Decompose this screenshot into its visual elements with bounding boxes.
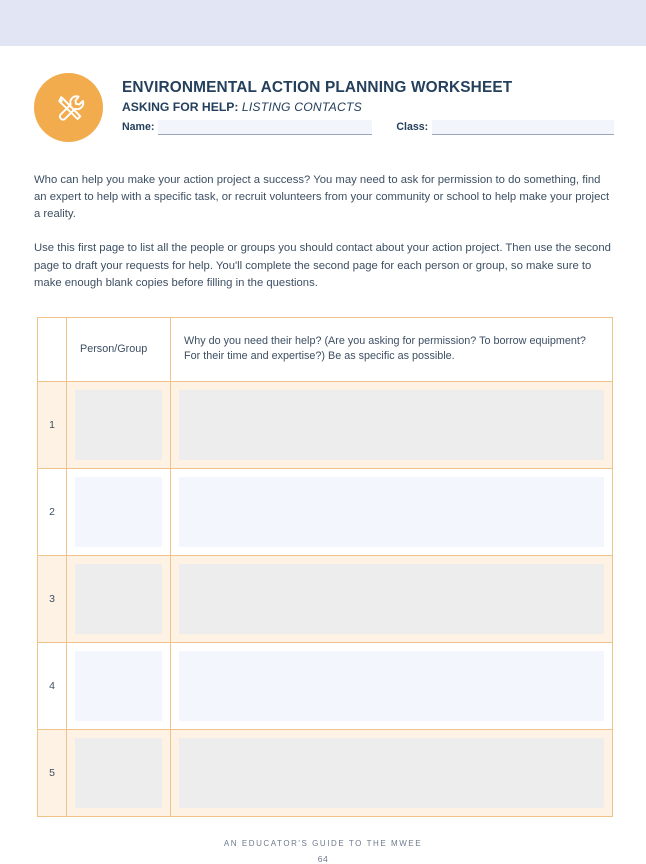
subtitle-label: ASKING FOR HELP:: [122, 99, 239, 114]
contacts-table: [37, 317, 613, 817]
person-input[interactable]: [75, 738, 162, 808]
top-banner: [0, 0, 646, 46]
why-input[interactable]: [179, 390, 604, 460]
intro-paragraph-2: Use this first page to list all the people or groups you should contact about your action project. Then use the second page to draft your requests for help. You'll complete the second page for each person or group, so make sure to make enough blank copies before filling in the questions.: [34, 242, 611, 289]
row-number: 3: [38, 556, 67, 642]
why-cell: [171, 382, 612, 468]
why-input[interactable]: [179, 738, 604, 808]
person-input[interactable]: [75, 390, 162, 460]
header-cell-why: [171, 318, 612, 381]
page-number: 64: [317, 853, 329, 864]
person-cell: [67, 556, 171, 642]
why-input[interactable]: [179, 477, 604, 547]
table-header-row: [38, 318, 612, 382]
identity-fields: [122, 120, 614, 135]
name-label: Name:: [122, 121, 155, 134]
header-label-person: Person/Group: [80, 342, 148, 355]
worksheet-badge: [34, 73, 103, 142]
why-input[interactable]: [179, 651, 604, 721]
why-cell: [171, 469, 612, 555]
subtitle-value: LISTING CONTACTS: [241, 99, 362, 114]
page-subtitle: [122, 100, 614, 115]
person-cell: [67, 382, 171, 468]
class-field-group: [396, 120, 614, 135]
header-cell-person: [67, 318, 171, 381]
intro-paragraph-1: Who can help you make your action project a success? You may need to ask for permission to do something, find an expert to help with a specific task, or recruit volunteers from your community or school to help make your project a reality.: [34, 174, 610, 221]
person-input[interactable]: [75, 564, 162, 634]
worksheet-header: [34, 71, 612, 142]
class-label: Class:: [396, 121, 429, 134]
header-label-why: Why do you need their help? (Are you asking for permission? To borrow equipment? For their time and expertise?) Be as specific as possible.: [184, 334, 586, 363]
why-cell: [171, 730, 612, 816]
person-input[interactable]: [75, 477, 162, 547]
footer-title: AN EDUCATOR'S GUIDE TO THE MWEE: [223, 838, 423, 848]
page-title: ENVIRONMENTAL ACTION PLANNING WORKSHEET: [122, 79, 513, 96]
table-row: [38, 643, 612, 730]
person-cell: [67, 469, 171, 555]
name-input[interactable]: [158, 120, 372, 135]
why-input[interactable]: [179, 564, 604, 634]
table-row: [38, 382, 612, 469]
wrench-pencil-icon: [49, 88, 89, 128]
header-text-block: [122, 71, 614, 135]
page-footer: [34, 839, 612, 864]
table-row: [38, 469, 612, 556]
table-row: [38, 556, 612, 643]
person-cell: [67, 643, 171, 729]
class-input[interactable]: [432, 120, 614, 135]
header-cell-number: [38, 318, 67, 381]
worksheet-page: [0, 71, 646, 864]
why-cell: [171, 643, 612, 729]
row-number: 2: [38, 469, 67, 555]
table-row: [38, 730, 612, 816]
why-cell: [171, 556, 612, 642]
person-input[interactable]: [75, 651, 162, 721]
row-number: 4: [38, 643, 67, 729]
name-field-group: [122, 120, 372, 135]
person-cell: [67, 730, 171, 816]
row-number: 1: [38, 382, 67, 468]
row-number: 5: [38, 730, 67, 816]
